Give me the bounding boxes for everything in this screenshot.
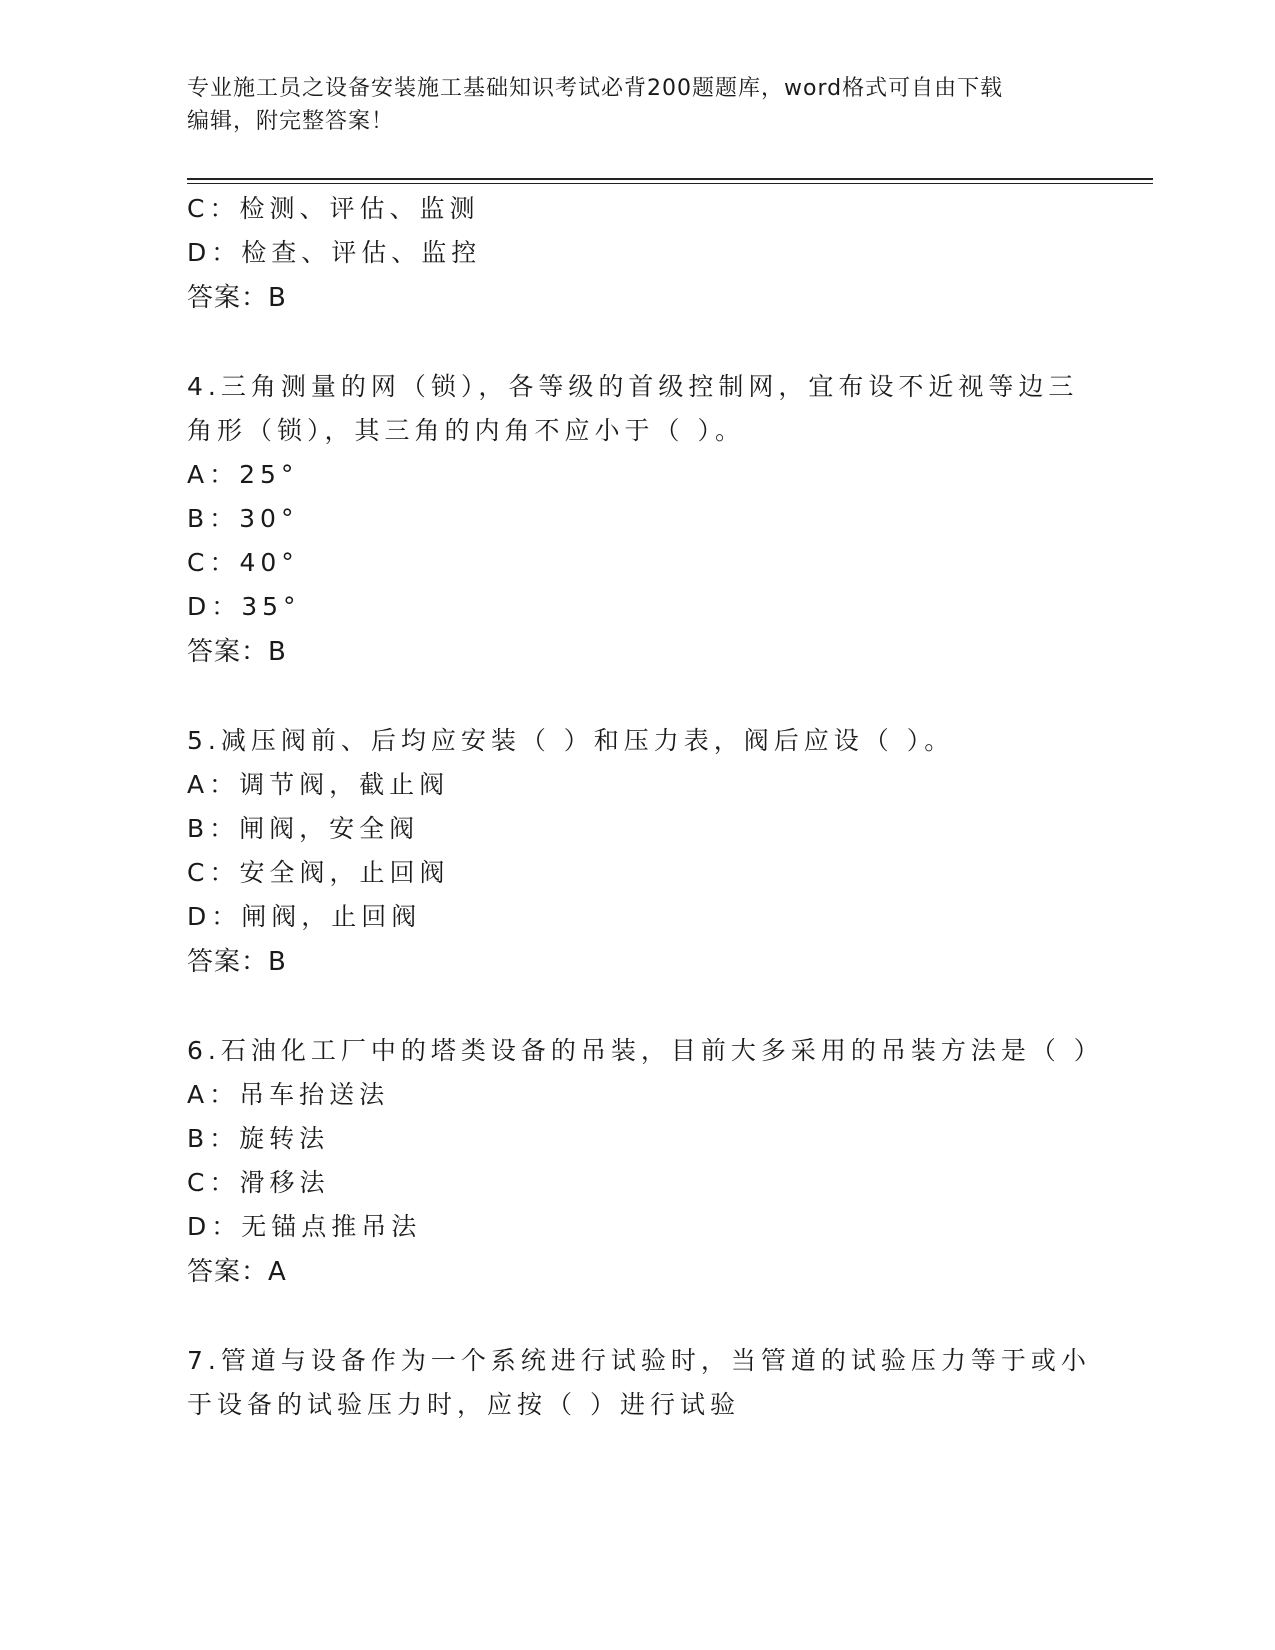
header-title-line-2: 编辑，附完整答案！ [187,109,395,134]
q5-answer: 答案：B [187,947,287,977]
q4-option-a: A：25° [187,460,299,489]
q6-answer: 答案：A [187,1257,287,1287]
q4-stem-line-2: 角形（锁），其三角的内角不应小于（ ）。 [187,416,745,445]
q5-option-a: A：调节阀，截止阀 [187,770,450,799]
header-divider-thin [187,183,1153,184]
document-header [187,72,1087,138]
q3-option-c: C：检测、评估、监测 [187,194,480,223]
q4-option-b: B：30° [187,504,299,533]
q5-option-d: D：闸阀，止回阀 [187,902,422,931]
q6-option-d: D：无锚点推吊法 [187,1212,422,1241]
q6-option-b: B：旋转法 [187,1124,330,1153]
q3-option-d: D：检查、评估、监控 [187,238,482,267]
q4-option-d: D：35° [187,592,301,621]
q7-stem-line-2: 于设备的试验压力时，应按（ ）进行试验 [187,1390,740,1419]
q3-answer: 答案：B [187,283,287,313]
q4-option-c: C：40° [187,548,299,577]
header-divider-thick [187,178,1153,180]
q5-option-c: C：安全阀，止回阀 [187,858,450,887]
q6-option-c: C：滑移法 [187,1168,330,1197]
q7-stem-line-1: 7.管道与设备作为一个系统进行试验时，当管道的试验压力等于或小 [187,1346,1091,1375]
q6-option-a: A：吊车抬送法 [187,1080,390,1109]
q4-stem-line-1: 4.三角测量的网（锁），各等级的首级控制网，宜布设不近视等边三 [187,372,1079,401]
q5-option-b: B：闸阀，安全阀 [187,814,420,843]
q4-answer: 答案：B [187,637,287,667]
header-title-line-1: 专业施工员之设备安装施工基础知识考试必背200题题库，word格式可自由下载 [187,76,1004,101]
q5-stem: 5.减压阀前、后均应安装（ ）和压力表，阀后应设（ ）。 [187,726,955,755]
q6-stem: 6.石油化工厂中的塔类设备的吊装，目前大多采用的吊装方法是（ ） [187,1036,1104,1065]
